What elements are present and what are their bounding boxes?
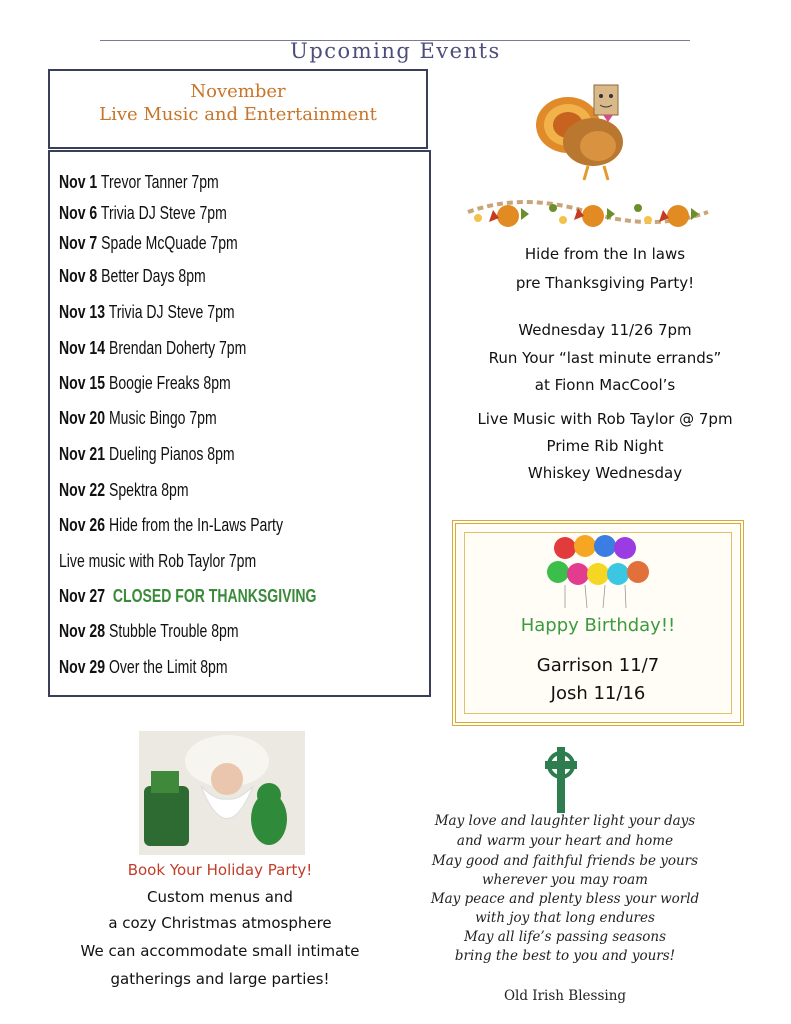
- party-errands: Run Your “last minute errands”: [488, 349, 722, 367]
- event-date: Nov 1: [59, 172, 98, 192]
- holiday-line: We can accommodate small intimate: [80, 942, 360, 960]
- event-row: [59, 302, 235, 323]
- santa-photo: [139, 731, 305, 855]
- blessing-line: with joy that long endures: [475, 910, 655, 926]
- event-date: Nov 29: [59, 657, 106, 677]
- event-text: Live music with Rob Taylor 7pm: [59, 551, 257, 571]
- holiday-line: Custom menus and: [147, 888, 293, 906]
- blessing-line: wherever you may roam: [482, 872, 648, 888]
- schedule-subtitle: Live Music and Entertainment: [99, 104, 377, 125]
- blessing-line: bring the best to you and yours!: [454, 948, 676, 964]
- event-row: [59, 551, 256, 572]
- schedule-list: [48, 150, 431, 697]
- blessing-line: May good and faithful friends be yours: [431, 853, 699, 869]
- event-date: Nov 8: [59, 266, 98, 286]
- party-special-1: Prime Rib Night: [546, 437, 664, 455]
- schedule-header: [48, 69, 428, 149]
- event-row: [59, 621, 239, 642]
- holiday-line: gatherings and large parties!: [110, 970, 330, 988]
- event-date: Nov 21: [59, 444, 106, 464]
- event-date: Nov 27: [59, 586, 106, 606]
- birthday-greeting: Happy Birthday!!: [520, 615, 676, 636]
- event-text: Trevor Tanner 7pm: [100, 172, 219, 192]
- blessing-attribution: Old Irish Blessing: [503, 988, 627, 1004]
- event-date: Nov 26: [59, 515, 106, 535]
- event-text: Trivia DJ Steve 7pm: [108, 302, 235, 322]
- event-text: Better Days 8pm: [101, 266, 206, 286]
- event-text: Spektra 8pm: [108, 480, 189, 500]
- event-row: [59, 203, 227, 224]
- turkey-illustration: [528, 80, 658, 185]
- event-date: Nov 20: [59, 408, 106, 428]
- event-row: [59, 480, 189, 501]
- event-text: Boogie Freaks 8pm: [108, 373, 231, 393]
- event-text: Hide from the In-Laws Party: [108, 515, 283, 535]
- holiday-line: a cozy Christmas atmosphere: [108, 914, 332, 932]
- blessing-line: May peace and plenty bless your world: [430, 891, 700, 907]
- event-row: [59, 338, 246, 359]
- event-date: Nov 6: [59, 203, 98, 223]
- celtic-cross-icon: [541, 745, 581, 815]
- event-text: Dueling Pianos 8pm: [108, 444, 235, 464]
- event-date: Nov 28: [59, 621, 106, 641]
- blessing-line: and warm your heart and home: [456, 833, 674, 849]
- event-text: Music Bingo 7pm: [108, 408, 217, 428]
- event-row: [59, 657, 228, 678]
- party-title-line1: Hide from the In laws: [524, 245, 686, 263]
- event-row: [59, 172, 219, 193]
- event-text: Stubble Trouble 8pm: [108, 621, 239, 641]
- page-title: Upcoming Events: [290, 39, 501, 63]
- event-row: [59, 515, 283, 536]
- birthday-name: Garrison 11/7: [536, 655, 660, 676]
- event-date: Nov 14: [59, 338, 106, 358]
- birthday-balloons-icon: [540, 530, 660, 610]
- event-text: Brendan Doherty 7pm: [108, 338, 247, 358]
- closed-notice: CLOSED FOR THANKSGIVING: [112, 586, 317, 606]
- party-music: Live Music with Rob Taylor @ 7pm: [477, 410, 733, 428]
- event-date: Nov 15: [59, 373, 106, 393]
- birthday-name: Josh 11/16: [550, 683, 646, 704]
- event-row: [59, 586, 316, 607]
- event-row: [59, 266, 206, 287]
- event-row: [59, 408, 217, 429]
- autumn-garland: [463, 188, 713, 236]
- blessing-line: May love and laughter light your days: [434, 813, 696, 829]
- event-date: Nov 13: [59, 302, 106, 322]
- event-text: Spade McQuade 7pm: [101, 233, 238, 253]
- party-venue: at Fionn MacCool’s: [534, 376, 676, 394]
- schedule-month: November: [190, 81, 286, 102]
- event-row: [59, 444, 235, 465]
- holiday-title: Book Your Holiday Party!: [127, 861, 313, 879]
- event-date: Nov 22: [59, 480, 106, 500]
- party-date: Wednesday 11/26 7pm: [518, 321, 692, 339]
- event-row: [59, 233, 238, 254]
- party-special-2: Whiskey Wednesday: [527, 464, 683, 482]
- event-row: [59, 373, 231, 394]
- party-title-line2: pre Thanksgiving Party!: [515, 274, 695, 292]
- event-text: Over the Limit 8pm: [108, 657, 228, 677]
- event-date: Nov 7: [59, 233, 98, 253]
- blessing-line: May all life’s passing seasons: [463, 929, 667, 945]
- event-text: Trivia DJ Steve 7pm: [100, 203, 227, 223]
